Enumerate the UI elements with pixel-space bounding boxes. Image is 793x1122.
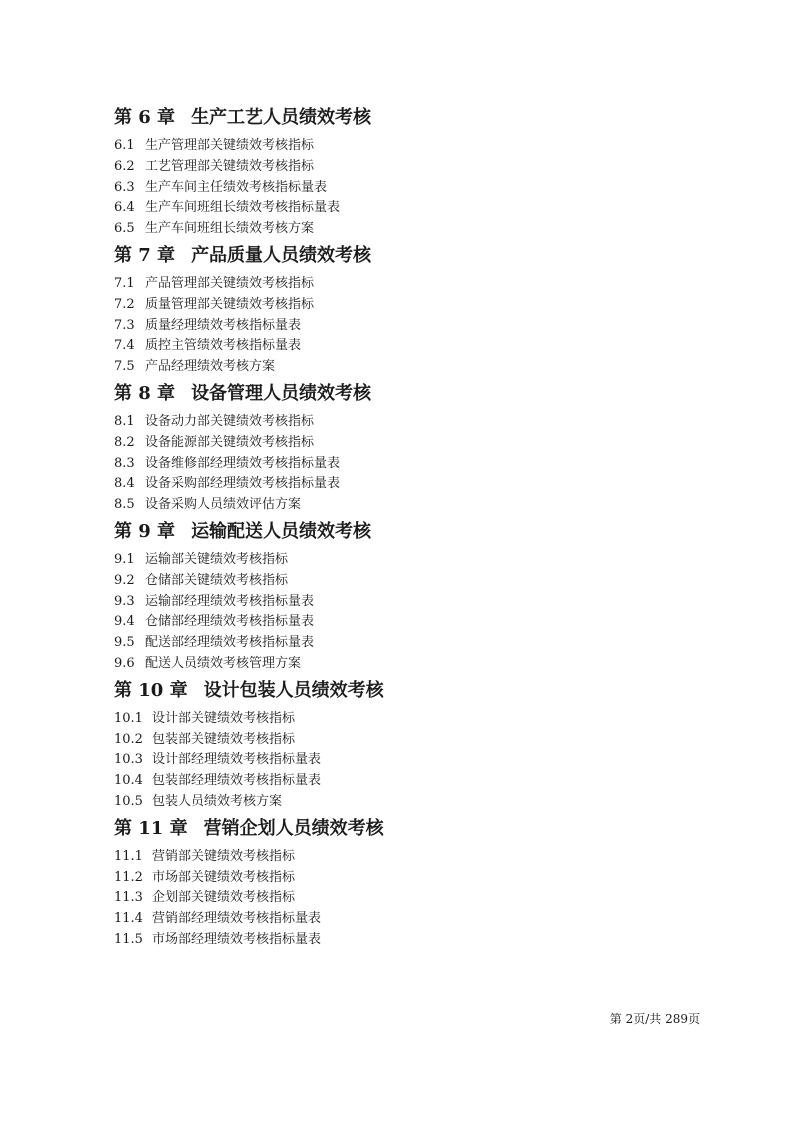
entry-number: 10.3 <box>114 752 143 768</box>
chapter-heading <box>114 380 714 412</box>
entry-title: 质量经理绩效考核指标量表 <box>145 317 302 333</box>
toc-entry <box>114 868 714 889</box>
entry-title: 生产车间班组长绩效考核方案 <box>145 221 315 237</box>
toc-entry <box>114 274 714 295</box>
entry-number: 9.1 <box>114 551 135 567</box>
entry-title: 运输部关键绩效考核指标 <box>145 551 289 567</box>
toc-entry <box>114 550 714 571</box>
entry-number: 8.3 <box>114 455 135 471</box>
entry-title: 设备采购部经理绩效考核指标量表 <box>145 476 341 492</box>
chapter-label: 第 6 章 <box>114 107 176 128</box>
entry-title: 仓储部关键绩效考核指标 <box>145 572 289 588</box>
toc-entry <box>114 792 714 813</box>
entry-number: 9.2 <box>114 572 135 588</box>
entry-title: 工艺管理部关键绩效考核指标 <box>145 158 315 174</box>
toc-entry <box>114 357 714 378</box>
entry-title: 营销部关键绩效考核指标 <box>152 848 296 864</box>
entry-number: 7.1 <box>114 275 135 291</box>
toc-entry <box>114 474 714 495</box>
chapter-items <box>114 847 714 951</box>
chapter-items <box>114 709 714 813</box>
entry-title: 营销部经理绩效考核指标量表 <box>152 911 322 927</box>
toc-entry <box>114 888 714 909</box>
entry-number: 11.2 <box>114 869 143 885</box>
entry-number: 11.3 <box>114 890 143 906</box>
entry-title: 设备采购人员绩效评估方案 <box>145 497 302 513</box>
chapter-title-text: 生产工艺人员绩效考核 <box>191 107 372 128</box>
chapter-9 <box>114 518 714 675</box>
entry-number: 9.3 <box>114 593 135 609</box>
entry-number: 10.2 <box>114 731 143 747</box>
entry-title: 设备维修部经理绩效考核指标量表 <box>145 455 341 471</box>
entry-title: 包装人员绩效考核方案 <box>152 793 283 809</box>
chapter-6 <box>114 104 714 240</box>
entry-number: 8.5 <box>114 497 135 513</box>
toc-entry <box>114 730 714 751</box>
entry-number: 9.6 <box>114 655 135 671</box>
chapter-11 <box>114 815 714 951</box>
chapter-10 <box>114 677 714 813</box>
entry-number: 6.1 <box>114 138 135 153</box>
toc-entry <box>114 654 714 675</box>
entry-number: 8.4 <box>114 476 135 492</box>
entry-title: 市场部经理绩效考核指标量表 <box>152 931 322 947</box>
toc-entry <box>114 136 714 157</box>
chapter-title-text: 设备管理人员绩效考核 <box>191 382 372 404</box>
chapter-label: 第 8 章 <box>114 382 176 404</box>
toc-entry <box>114 633 714 654</box>
entry-number: 8.2 <box>114 434 135 450</box>
entry-title: 产品经理绩效考核方案 <box>145 359 276 375</box>
chapter-heading <box>114 677 714 709</box>
entry-title: 设计部经理绩效考核指标量表 <box>152 752 322 768</box>
entry-title: 生产车间班组长绩效考核指标量表 <box>145 200 341 216</box>
toc-entry <box>114 930 714 951</box>
entry-number: 11.4 <box>114 911 143 927</box>
toc-entry <box>114 592 714 613</box>
toc-entry <box>114 612 714 633</box>
toc-entry <box>114 157 714 178</box>
toc-entry <box>114 771 714 792</box>
entry-title: 企划部关键绩效考核指标 <box>152 890 296 906</box>
toc-entry <box>114 454 714 475</box>
chapter-label: 第 11 章 <box>114 817 188 839</box>
entry-number: 6.2 <box>114 158 135 174</box>
entry-title: 质控主管绩效考核指标量表 <box>145 338 302 354</box>
toc-entry <box>114 709 714 730</box>
entry-number: 6.3 <box>114 179 135 195</box>
entry-title: 包装部关键绩效考核指标 <box>152 731 296 747</box>
entry-number: 10.5 <box>114 793 143 809</box>
entry-title: 设备能源部关键绩效考核指标 <box>145 434 315 450</box>
chapter-label: 第 9 章 <box>114 520 176 542</box>
entry-title: 包装部经理绩效考核指标量表 <box>152 773 322 789</box>
chapter-title-text: 产品质量人员绩效考核 <box>191 244 372 266</box>
toc-entry <box>114 571 714 592</box>
entry-title: 运输部经理绩效考核指标量表 <box>145 593 315 609</box>
entry-title: 仓储部经理绩效考核指标量表 <box>145 614 315 630</box>
chapter-title-text: 营销企划人员绩效考核 <box>203 817 384 839</box>
page-number: 第 2页/共 289页 <box>609 1012 700 1026</box>
entry-title: 生产管理部关键绩效考核指标 <box>145 138 315 153</box>
chapter-items <box>114 550 714 675</box>
toc-entry <box>114 495 714 516</box>
toc-entry <box>114 412 714 433</box>
chapter-8 <box>114 380 714 516</box>
entry-number: 11.1 <box>114 848 143 864</box>
chapter-heading <box>114 815 714 847</box>
entry-title: 配送部经理绩效考核指标量表 <box>145 635 315 651</box>
entry-number: 6.4 <box>114 200 135 216</box>
entry-number: 11.5 <box>114 931 143 947</box>
chapter-title-text: 设计包装人员绩效考核 <box>203 679 384 701</box>
entry-number: 10.4 <box>114 773 143 789</box>
toc-entry <box>114 750 714 771</box>
toc-entry <box>114 178 714 199</box>
table-of-contents <box>114 104 714 953</box>
entry-number: 6.5 <box>114 221 135 237</box>
chapter-heading <box>114 104 714 136</box>
chapter-items <box>114 412 714 516</box>
chapter-heading <box>114 242 714 274</box>
entry-title: 设备动力部关键绩效考核指标 <box>145 413 315 429</box>
chapter-title-text: 运输配送人员绩效考核 <box>191 520 372 542</box>
toc-entry <box>114 847 714 868</box>
chapter-7 <box>114 242 714 378</box>
entry-title: 生产车间主任绩效考核指标量表 <box>145 179 328 195</box>
toc-entry <box>114 316 714 337</box>
entry-number: 8.1 <box>114 413 135 429</box>
chapter-label: 第 7 章 <box>114 244 176 266</box>
entry-title: 质量管理部关键绩效考核指标 <box>145 296 315 312</box>
entry-title: 市场部关键绩效考核指标 <box>152 869 296 885</box>
entry-number: 7.4 <box>114 338 135 354</box>
chapter-heading <box>114 518 714 550</box>
entry-number: 7.3 <box>114 317 135 333</box>
entry-number: 7.2 <box>114 296 135 312</box>
toc-entry <box>114 198 714 219</box>
entry-number: 9.4 <box>114 614 135 630</box>
toc-entry <box>114 219 714 240</box>
entry-number: 7.5 <box>114 359 135 375</box>
chapter-items <box>114 274 714 378</box>
entry-number: 9.5 <box>114 635 135 651</box>
entry-title: 配送人员绩效考核管理方案 <box>145 655 302 671</box>
entry-title: 设计部关键绩效考核指标 <box>152 710 296 726</box>
entry-title: 产品管理部关键绩效考核指标 <box>145 275 315 291</box>
chapter-label: 第 10 章 <box>114 679 188 701</box>
entry-number: 10.1 <box>114 710 143 726</box>
toc-entry <box>114 336 714 357</box>
toc-entry <box>114 295 714 316</box>
chapter-items <box>114 136 714 240</box>
toc-entry <box>114 433 714 454</box>
toc-entry <box>114 909 714 930</box>
